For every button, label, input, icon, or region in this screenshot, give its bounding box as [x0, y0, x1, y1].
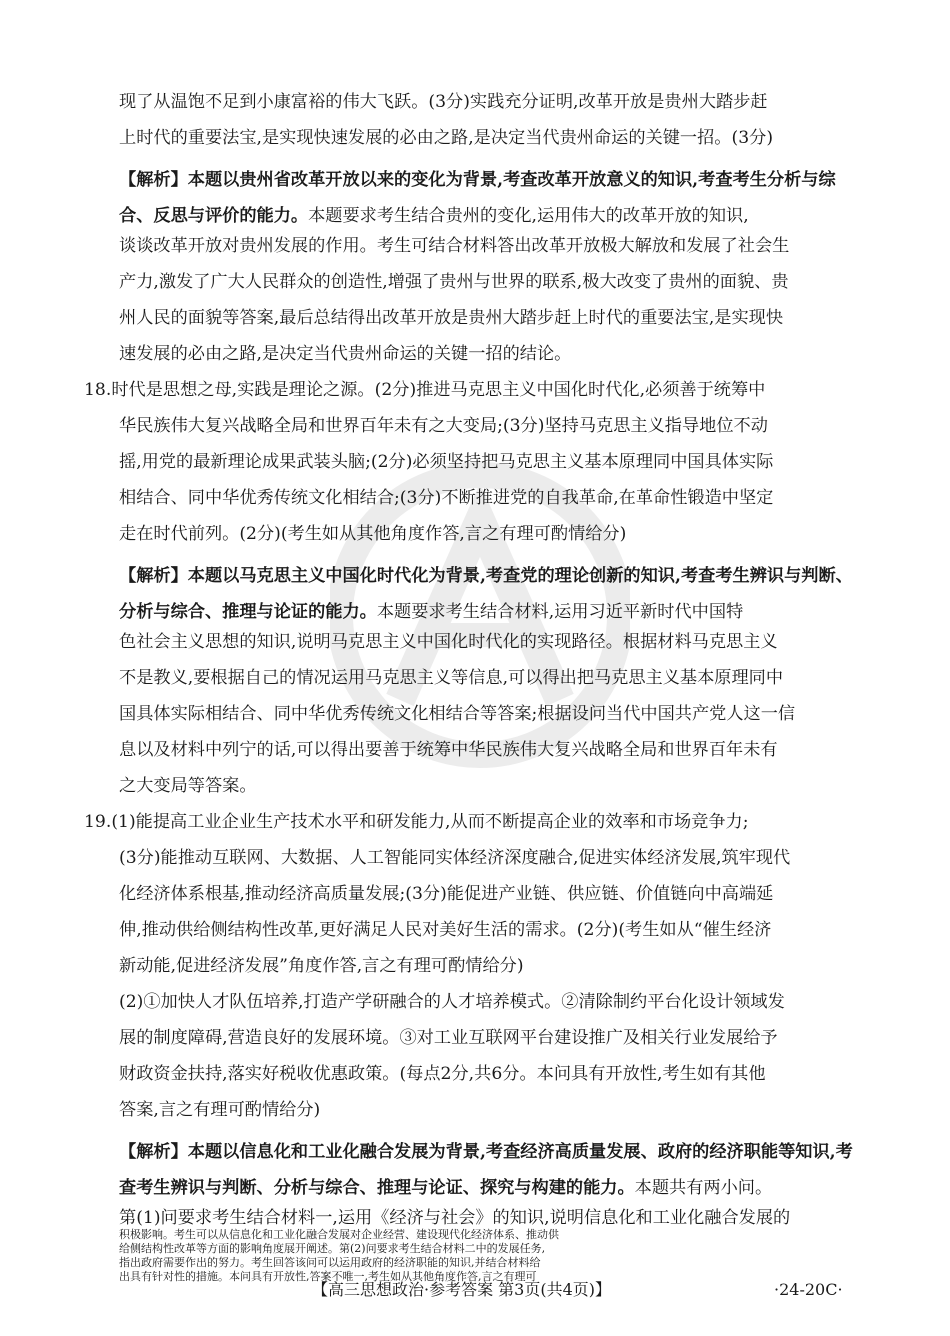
q19-answer-line-2: (3分)能推动互联网、大数据、人工智能同实体经济深度融合,促进实体经济发展,筑牢现代: [119, 848, 791, 868]
footer-code: ·24-20C·: [774, 1280, 843, 1299]
q19-answer-line-4: 伸,推动供给侧结构性改革,更好满足人民对美好生活的需求。(2分)(考生如从“催生经济: [119, 920, 772, 940]
q17-analysis-lead: [119, 162, 859, 226]
q19-analysis-line-6: 指出政府需要作出的努力。考生回答该问可以运用政府的经济职能的知识,并结合材料给: [119, 1256, 541, 1269]
q18-answer-line-1: 18.时代是思想之母,实践是理论之源。(2分)推进马克思主义中国化时代化,必须善于统筹中: [84, 380, 766, 400]
q18-analysis-line-6: 息以及材料中列宁的话,可以得出要善于统筹中华民族伟大复兴战略全局和世界百年未有: [119, 740, 778, 760]
q17-answer-line-1: 现了从温饱不足到小康富裕的伟大飞跃。(3分)实践充分证明,改革开放是贵州大踏步赶: [119, 92, 768, 112]
q17-analysis-line-4: 产力,激发了广大人民群众的创造性,增强了贵州与世界的联系,极大改变了贵州的面貌、贵: [119, 272, 789, 292]
q19-answer-line-6: (2)①加快人才队伍培养,打造产学研融合的人才培养模式。②清除制约平台化设计领域发: [119, 992, 785, 1012]
q19-analysis-line-3: 第(1)问要求考生结合材料一,运用《经济与社会》的知识,说明信息化和工业化融合发展的: [119, 1208, 791, 1228]
q19-answer-line-1: 19.(1)能提高工业企业生产技术水平和研发能力,从而不断提高企业的效率和市场竞争力;: [84, 812, 749, 832]
q17-analysis-line-3: 谈谈改革开放对贵州发展的作用。考生可结合材料答出改革开放极大解放和发展了社会生: [119, 236, 790, 256]
q19-analysis-line-4: 积极影响。考生可以从信息化和工业化融合发展对企业经营、建设现代化经济体系、推动供: [119, 1228, 559, 1241]
q18-answer-line-5: 走在时代前列。(2分)(考生如从其他角度作答,言之有理可酌情给分): [119, 524, 627, 544]
q18-answer-line-4: 相结合、同中华优秀传统文化相结合;(3分)不断推进党的自我革命,在革命性锻造中坚定: [119, 488, 774, 508]
q18-analysis-rest: 本题要求考生结合材料,运用习近平新时代中国特: [376, 602, 744, 622]
q17-analysis-line-5: 州人民的面貌等答案,最后总结得出改革开放是贵州大踏步赶上时代的重要法宝,是实现快: [119, 308, 784, 328]
q17-analysis-rest: 本题要求考生结合贵州的变化,运用伟大的改革开放的知识,: [308, 206, 749, 226]
q17-analysis-bold: 【解析】本题以贵州省改革开放以来的变化为背景,考查改革开放意义的知识,考查考生分析与综合、反思与评价的能力。: [119, 170, 836, 226]
footer-title: 【高三思想政治·参考答案 第3页(共4页)】: [312, 1280, 612, 1299]
q19-analysis-lead: [119, 1134, 859, 1198]
q18-analysis-line-4: 不是教义,要根据自己的情况运用马克思主义等信息,可以得出把马克思主义基本原理同中: [119, 668, 784, 688]
q17-analysis-line-6: 速发展的必由之路,是决定当代贵州命运的关键一招的结论。: [119, 344, 572, 364]
q19-analysis-rest: 本题共有两小问。: [634, 1178, 773, 1198]
page-footer: [0, 1278, 950, 1302]
q18-analysis-line-3: 色社会主义思想的知识,说明马克思主义中国化时代化的实现路径。根据材料马克思主义: [119, 632, 778, 652]
q19-answer-line-8: 财政资金扶持,落实好税收优惠政策。(每点2分,共6分。本问具有开放性,考生如有其他: [119, 1064, 766, 1084]
q19-answer-line-5: 新动能,促进经济发展”角度作答,言之有理可酌情给分): [119, 956, 524, 976]
q18-analysis-line-7: 之大变局等答案。: [119, 776, 257, 796]
q18-answer-line-3: 摇,用党的最新理论成果武装头脑;(2分)必须坚持把马克思主义基本原理同中国具体实际: [119, 452, 774, 472]
q17-answer-line-2: 上时代的重要法宝,是实现快速发展的必由之路,是决定当代贵州命运的关键一招。(3分): [119, 128, 774, 148]
q19-analysis-line-7: 出具有针对性的措施。本问具有开放性,答案不唯一,考生如从其他角度作答,言之有理可: [119, 1270, 537, 1283]
q18-analysis-bold: 【解析】本题以马克思主义中国化时代化为背景,考查党的理论创新的知识,考查考生辨识与判断、分析与综合、推理与论证的能力。: [119, 566, 853, 622]
q19-analysis-bold: 【解析】本题以信息化和工业化融合发展为背景,考查经济高质量发展、政府的经济职能等知识,考查考生辨识与判断、分析与综合、推理与论证、探究与构建的能力。: [119, 1142, 853, 1198]
q18-answer-line-2: 华民族伟大复兴战略全局和世界百年未有之大变局;(3分)坚持马克思主义指导地位不动: [119, 416, 768, 436]
q19-analysis-line-5: 给侧结构性改革等方面的影响角度展开阐述。第(2)问要求考生结合材料二中的发展任务,: [119, 1242, 546, 1255]
q18-analysis-lead: [119, 558, 859, 622]
q19-answer-line-3: 化经济体系根基,推动经济高质量发展;(3分)能促进产业链、供应链、价值链向中高端延: [119, 884, 774, 904]
q19-answer-line-9: 答案,言之有理可酌情给分): [119, 1100, 321, 1120]
q19-answer-line-7: 展的制度障碍,营造良好的发展环境。③对工业互联网平台建设推广及相关行业发展给予: [119, 1028, 778, 1048]
q18-analysis-line-5: 国具体实际相结合、同中华优秀传统文化相结合等答案;根据设问当代中国共产党人这一信: [119, 704, 796, 724]
